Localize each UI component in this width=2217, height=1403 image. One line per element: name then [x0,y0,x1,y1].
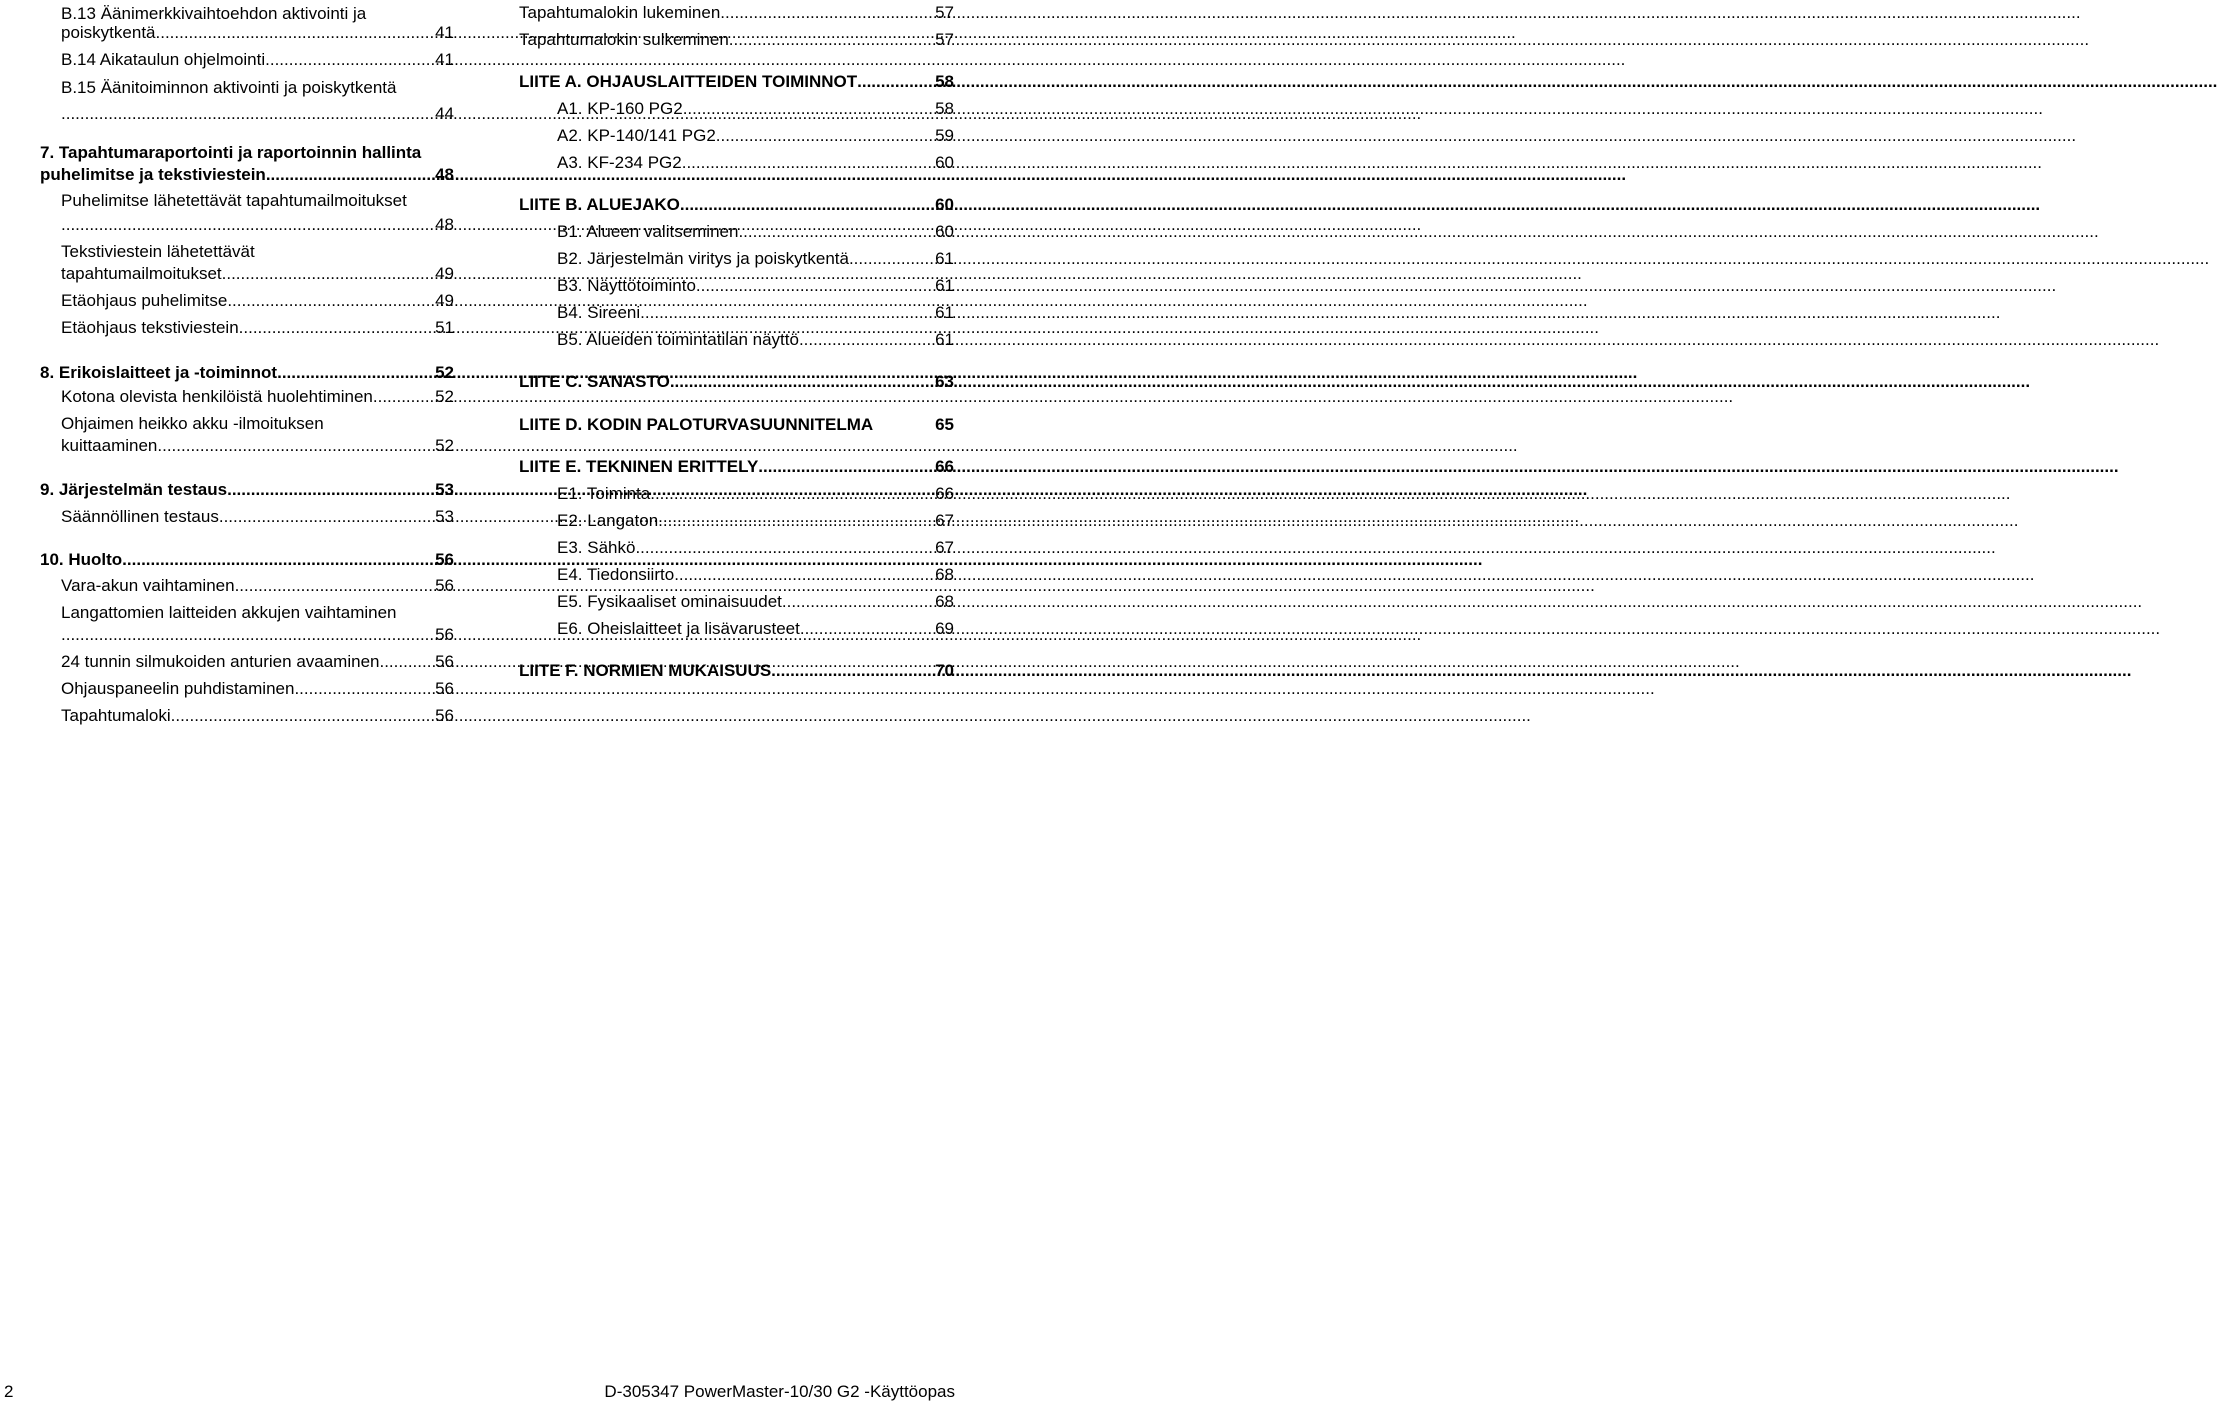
toc-dot-leader [720,1,931,25]
toc-dot-leader [266,163,434,187]
toc-dot-leader [61,623,434,647]
toc-entry-title: B1. Alueen valitseminen [557,222,739,241]
toc-entry-page: 63 [935,372,954,391]
toc-entry-page: 48 [435,215,454,234]
toc-dot-leader [680,193,931,217]
toc-dot-leader [122,548,434,572]
toc-entry-page: 61 [935,330,954,349]
toc-entry-title: Tapahtumalokin lukeminen [519,3,721,22]
toc-entry-page: 61 [935,276,954,295]
toc-entry [519,193,954,217]
toc-dot-leader [156,21,435,45]
toc-entry [40,704,454,728]
toc-entry [40,21,454,45]
toc-entry [40,574,454,598]
toc-entry-page: 57 [935,3,954,22]
toc-entry-title: E6. Oheislaitteet ja lisävarusteet [557,619,800,638]
toc-entry-title: 7. Tapahtumaraportointi ja raportoinnin hallinta [40,143,422,162]
toc-entry-title: Ohjaimen heikko akku -ilmoituksen [61,414,324,433]
toc-entry [40,48,454,72]
toc-entry-title: tapahtumailmoitukset [61,264,222,283]
toc-entry [40,623,454,647]
toc-entry-title: Tapahtumaloki [61,706,171,725]
toc-dot-leader [799,328,931,352]
toc-entry-title: 10. Huolto [40,550,123,569]
toc-entry [519,563,954,587]
toc-entry-page: 56 [435,550,454,569]
toc-entry-page: 70 [935,661,954,680]
toc-entry-page: 66 [935,457,954,476]
toc-entry-page: 56 [435,706,454,725]
toc-entry-page: 41 [435,23,454,42]
toc-dot-leader [265,48,434,72]
toc-dot-leader [373,385,434,409]
toc-dot-leader [61,102,434,126]
toc-entry-title: 8. Erikoislaitteet ja -toiminnot [40,363,278,382]
toc-entry [40,505,454,529]
toc-entry-page: 67 [935,538,954,557]
toc-entry [40,316,454,340]
toc-entry-title: E4. Tiedonsiirto [557,565,675,584]
toc-entry-title: Etäohjaus tekstiviestein [61,318,239,337]
toc-entry-title: Säännöllinen testaus [61,507,219,526]
toc-entry-page: 60 [935,153,954,172]
toc-entry-page: 61 [935,249,954,268]
toc-entry-title: LIITE B. ALUEJAKO [519,195,680,214]
toc-dot-leader [61,213,434,237]
toc-entry-title: LIITE C. SANASTO [519,372,670,391]
toc-dot-leader [379,650,434,674]
toc-entry-title: Tekstiviestein lähetettävät [61,242,255,261]
toc-entry-title: B2. Järjestelmän viritys ja poiskytkentä [557,249,849,268]
toc-entry [40,434,454,458]
toc-entry [519,509,954,533]
toc-entry-page: 69 [935,619,954,638]
toc-dot-leader [849,247,931,271]
toc-entry-page: 56 [435,679,454,698]
toc-entry [40,240,454,264]
toc-entry-title: B5. Alueiden toimintatilan näyttö [557,330,799,349]
toc-entry-page: 56 [435,576,454,595]
toc-entry [519,1,954,25]
toc-dot-leader [658,509,931,533]
toc-entry-page: 56 [435,625,454,644]
toc-entry-page: 41 [435,50,454,69]
toc-entry-page: 57 [935,30,954,49]
toc-dot-leader [277,361,434,385]
toc-entry [40,478,454,502]
toc-dot-leader [800,617,931,641]
toc-entry [519,659,954,683]
toc-entry [40,412,454,436]
toc-entry-page: 58 [935,72,954,91]
toc-dot-leader [635,536,931,560]
toc-entry [519,413,954,437]
toc-dot-leader [696,274,931,298]
toc-dot-leader [157,434,434,458]
toc-entry-title: B3. Näyttötoiminto [557,276,696,295]
toc-entry-title: E2. Langaton [557,511,659,530]
toc-entry [519,482,954,506]
toc-entry-page: 49 [435,291,454,310]
toc-entry [519,247,954,271]
toc-entry [519,328,954,352]
toc-entry-page: 60 [935,222,954,241]
toc-entry-title: LIITE F. NORMIEN MUKAISUUS [519,661,772,680]
toc-entry-title: LIITE D. KODIN PALOTURVASUUNNITELMA [519,415,874,434]
toc-dot-leader [857,70,931,94]
toc-dot-leader [738,220,931,244]
toc-entry-page: 58 [935,99,954,118]
toc-dot-leader [222,262,434,286]
toc-entry-page: 68 [935,592,954,611]
toc-entry-page: 53 [435,480,454,499]
toc-entry-page: 68 [935,565,954,584]
toc-entry [40,102,454,126]
toc-entry [519,220,954,244]
toc-entry-title: Tapahtumalokin sulkeminen [519,30,729,49]
toc-dot-leader [782,590,931,614]
toc-entry-page: 56 [435,652,454,671]
toc-entry-page: 51 [435,318,454,337]
toc-entry [519,590,954,614]
toc-entry-title: puhelimitse ja tekstiviestein [40,165,266,184]
toc-entry [40,189,454,213]
toc-entry-page: 52 [435,436,454,455]
toc-entry-page: 60 [935,195,954,214]
toc-entry [519,28,954,52]
toc-dot-leader [235,574,435,598]
toc-dot-leader [239,316,434,340]
toc-entry-page: 52 [435,363,454,382]
toc-entry [40,385,454,409]
toc-entry [519,274,954,298]
toc-entry-title: E1. Toiminta [557,484,651,503]
toc-entry-title: poiskytkentä [61,23,156,42]
toc-entry-title: B4. Sireeni [557,303,641,322]
toc-entry [40,76,454,100]
toc-entry-title: B.14 Aikataulun ohjelmointi [61,50,266,69]
toc-entry [519,370,954,394]
toc-entry [519,151,954,175]
toc-entry [40,262,454,286]
toc-entry [40,361,454,385]
toc-dot-leader [670,370,931,394]
toc-dot-leader [227,478,434,502]
toc-entry-title: Ohjauspaneelin puhdistaminen [61,679,295,698]
toc-entry-title: B.13 Äänimerkkivaihtoehdon aktivointi ja [61,4,367,23]
toc-entry-page: 66 [935,484,954,503]
toc-dot-leader [171,704,434,728]
toc-entry-title: Vara-akun vaihtaminen [61,576,235,595]
toc-entry [40,601,454,625]
toc-dot-leader [683,97,931,121]
toc-entry-page: 67 [935,511,954,530]
toc-entry [40,141,454,165]
toc-entry-title: LIITE A. OHJAUSLAITTEIDEN TOIMINNOT [519,72,858,91]
toc-entry [519,536,954,560]
toc-dot-leader [729,28,931,52]
toc-entry-page: 48 [435,165,454,184]
toc-entry-title: Langattomien laitteiden akkujen vaihtaminen [61,603,397,622]
toc-entry-title: Etäohjaus puhelimitse [61,291,228,310]
toc-entry [519,301,954,325]
toc-entry-title: Kotona olevista henkilöistä huolehtiminen [61,387,373,406]
toc-dot-leader [716,124,931,148]
toc-dot-leader [227,289,434,313]
toc-entry [40,677,454,701]
toc-entry [40,548,454,572]
toc-dot-leader [682,151,931,175]
toc-entry-title: E3. Sähkö [557,538,636,557]
toc-entry [40,163,454,187]
toc-entry-title: 24 tunnin silmukoiden anturien avaaminen [61,652,380,671]
toc-dot-leader [294,677,434,701]
document-title: D-305347 PowerMaster-10/30 G2 -Käyttöopas [604,1382,955,1401]
toc-entry-title: A2. KP-140/141 PG2 [557,126,716,145]
toc-entry [519,97,954,121]
toc-entry [40,213,454,237]
toc-entry-title: E5. Fysikaaliset ominaisuudet [557,592,782,611]
toc-entry-title: 9. Järjestelmän testaus [40,480,228,499]
toc-dot-leader [219,505,434,529]
toc-entry [519,70,954,94]
toc-entry [40,289,454,313]
toc-dot-leader [758,455,931,479]
toc-entry-page: 65 [935,415,954,434]
toc-dot-leader [771,659,931,683]
toc-entry-page: 44 [435,104,454,123]
toc-entry [40,650,454,674]
toc-entry-title: kuittaaminen [61,436,158,455]
toc-entry-title: A1. KP-160 PG2 [557,99,683,118]
toc-entry-page: 52 [435,387,454,406]
toc-entry [519,124,954,148]
toc-entry [519,455,954,479]
page-number: 2 [4,1382,14,1401]
toc-entry-page: 59 [935,126,954,145]
toc-entry-page: 61 [935,303,954,322]
toc-entry-title: A3. KF-234 PG2 [557,153,682,172]
toc-entry-page: 49 [435,264,454,283]
toc-dot-leader [650,482,931,506]
toc-dot-leader [640,301,931,325]
toc-entry-page: 53 [435,507,454,526]
toc-dot-leader [674,563,931,587]
toc-entry-title: B.15 Äänitoiminnon aktivointi ja poiskytkentä [61,78,397,97]
toc-entry-title: LIITE E. TEKNINEN ERITTELY [519,457,759,476]
toc-entry [519,617,954,641]
toc-entry-title: Puhelimitse lähetettävät tapahtumailmoitukset [61,191,407,210]
